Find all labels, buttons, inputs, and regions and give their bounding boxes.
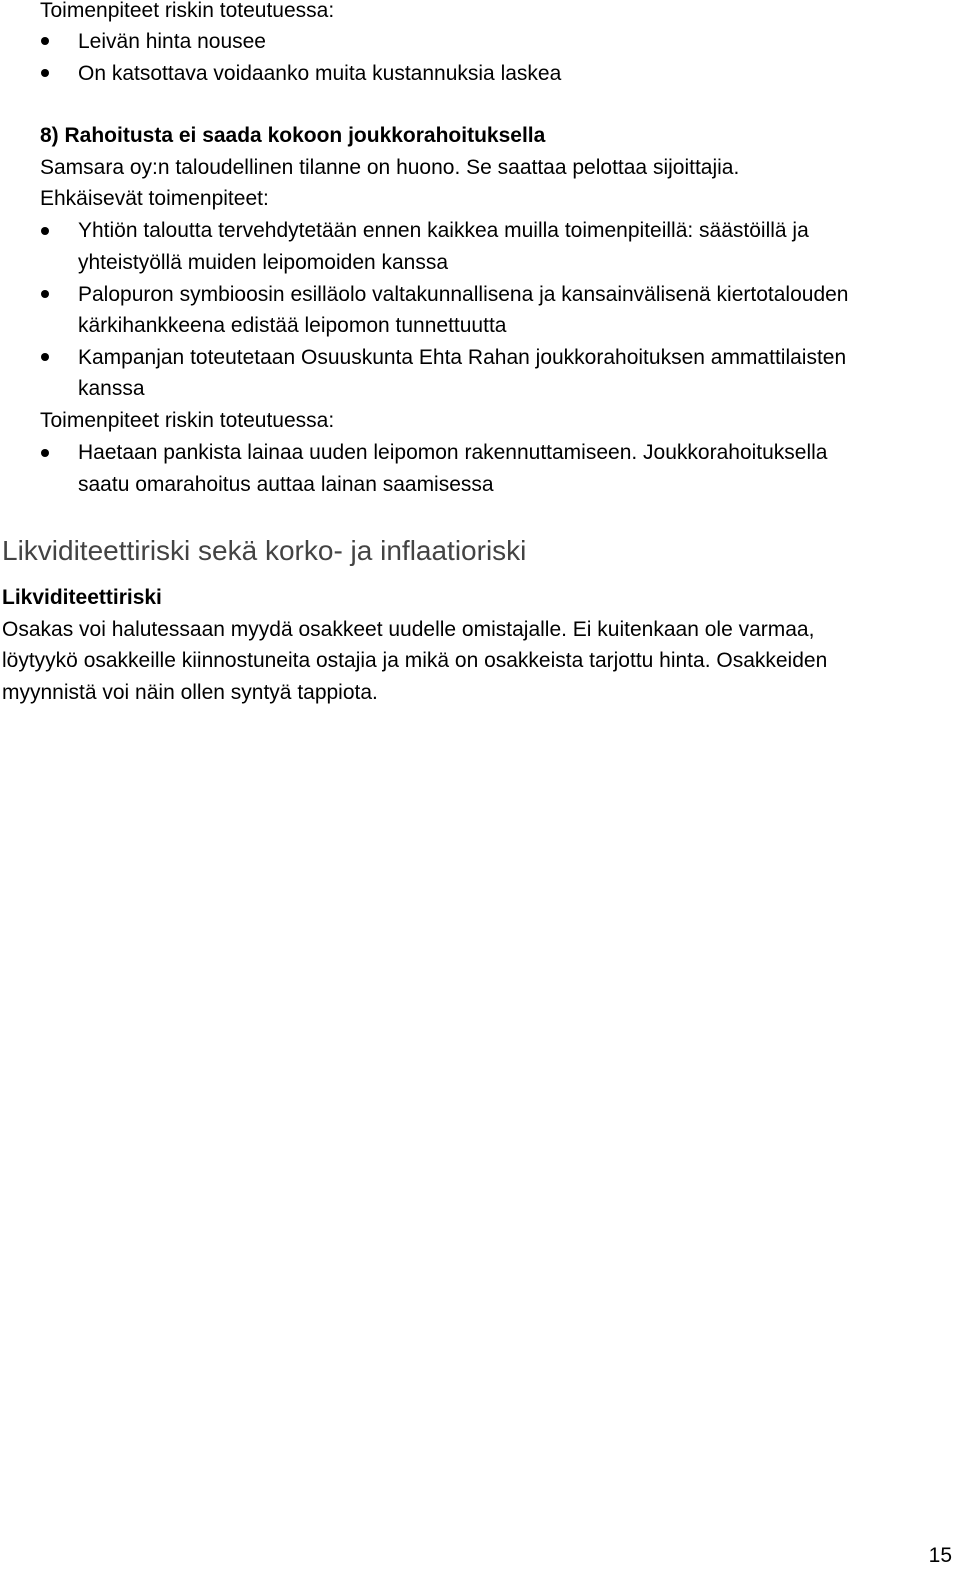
bullet-icon (41, 290, 49, 298)
list-item-line: kärkihankkeena edistää leipomon tunnettuutta (78, 314, 507, 337)
list-item-line: Yhtiön taloutta tervehdytetään ennen kaikkea muilla toimenpiteillä: säästöillä ja (78, 219, 809, 242)
page-number: 15 (928, 1544, 952, 1567)
list-item-line: saatu omarahoitus auttaa lainan saamisessa (78, 473, 494, 496)
list-item-line: Palopuron symbioosin esilläolo valtakunnallisena ja kansainvälisenä kiertotalouden (78, 283, 849, 306)
bullet-icon (41, 227, 49, 235)
section-heading: Likviditeettiriski sekä korko- ja inflaatioriski (2, 535, 527, 566)
measures-heading: Toimenpiteet riskin toteutuessa: (40, 0, 335, 22)
list-item-line: kanssa (78, 377, 145, 400)
list-item-line: yhteistyöllä muiden leipomoiden kanssa (78, 251, 449, 274)
subheading: Likviditeettiriski (2, 586, 162, 609)
list-item: Leivän hinta nousee (78, 30, 266, 53)
list-item: On katsottava voidaanko muita kustannuksia laskea (78, 62, 562, 85)
bullet-icon (41, 69, 49, 77)
paragraph-line: Osakas voi halutessaan myydä osakkeet uudelle omistajalle. Ei kuitenkaan ole varmaa, (2, 618, 815, 641)
paragraph-line: myynnistä voi näin ollen syntyä tappiota. (2, 681, 378, 704)
list-item-line: Haetaan pankista lainaa uuden leipomon rakennuttamiseen. Joukkorahoituksella (78, 441, 828, 464)
preventive-heading: Ehkäisevät toimenpiteet: (40, 187, 269, 210)
risk-description: Samsara oy:n taloudellinen tilanne on huono. Se saattaa pelottaa sijoittajia. (40, 156, 740, 179)
paragraph-line: löytyykö osakkeille kiinnostuneita ostajia ja mikä on osakkeista tarjottu hinta. Osakkeiden (2, 649, 828, 672)
measures-heading: Toimenpiteet riskin toteutuessa: (40, 409, 335, 432)
bullet-icon (41, 37, 49, 45)
bullet-icon (41, 353, 49, 361)
list-item-line: Kampanjan toteutetaan Osuuskunta Ehta Rahan joukkorahoituksen ammattilaisten (78, 346, 847, 369)
risk-title: 8) Rahoitusta ei saada kokoon joukkorahoituksella (40, 124, 546, 147)
bullet-icon (41, 449, 49, 457)
